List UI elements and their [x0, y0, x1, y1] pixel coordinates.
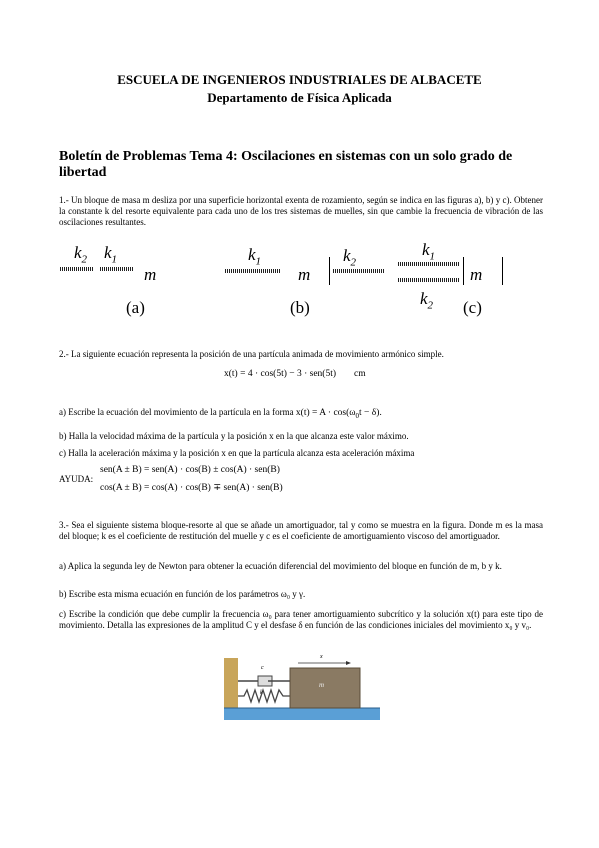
problem-3a: a) Aplica la segunda ley de Newton para obtener la ecuación diferencial del movimiento del bloque en función de m, b y k. [59, 561, 502, 571]
spring-k2-c [398, 278, 460, 282]
problem-2-text: 2.- La siguiente ecuación representa la posición de una partícula animada de movimiento armónico simple. [59, 349, 444, 359]
label-k2-c: $k_2$ [420, 289, 434, 312]
label-k2-b: $k_2$ [343, 246, 357, 269]
problem-2b: b) Halla la velocidad máxima de la partícula y la posición x en la que alcanza este valor máximo. [59, 431, 409, 441]
help-identity-cos: cos(A ± B) = cos(A) · cos(B) ∓ sen(A) · sen(B) [100, 483, 283, 493]
page-title: Boletín de Problemas Tema 4: Oscilaciones en sistemas con un solo grado de libertad [59, 149, 513, 180]
label-k2-a: $k_2$ [74, 243, 88, 266]
mass-c: m [470, 265, 483, 284]
mass-b: m [298, 265, 311, 284]
spring-k2-a [60, 267, 94, 271]
fixed-wall [224, 658, 238, 710]
problem-2-equation: x(t) = 4 · cos(5t) − 3 · sen(5t) cm [224, 369, 366, 379]
mass-block [290, 668, 360, 708]
problem-3b: b) Escribe esta misma ecuación en función de los parámetros ω₀ y γ. [59, 589, 306, 599]
damped-system-figure [224, 656, 380, 720]
wall-c [502, 257, 503, 285]
caption-a: (a) [126, 298, 145, 317]
label-k1-b: $k_1$ [248, 245, 262, 268]
block-label-m: m [319, 681, 325, 689]
displacement-label-x: x [320, 654, 323, 660]
mass-a: m [144, 265, 157, 284]
spring-label-k: k [260, 690, 263, 696]
label-k1-c: $k_1$ [422, 240, 436, 263]
damper-label-c: c [261, 665, 264, 671]
department-name: Departamento de Física Aplicada [207, 90, 392, 105]
figure-springs [58, 240, 528, 320]
problem-2a: a) Escribe la ecuación del movimiento de la partícula en la forma $x(t) = A \cdot \cos(\omega_0t - \delta)$. [59, 407, 382, 420]
caption-c: (c) [463, 298, 482, 317]
damped-system-drawing [224, 656, 380, 720]
spring-k1-c [398, 262, 460, 266]
label-k1-a: $k_1$ [104, 243, 118, 266]
spring-k1-b [225, 269, 281, 273]
problem-3-intro: 3.- Sea el siguiente sistema bloque-resorte al que se añade un amortiguador, tal y como se muestra en la figura. Donde m es la masa del bloque; k es el coeficiente de restitución del muelle y c es el coeficiente de amortiguamiento viscoso del amortiguador. [59, 520, 543, 541]
help-label: AYUDA: [59, 474, 94, 484]
spring-k1-a [100, 267, 134, 271]
wall-b [329, 257, 330, 285]
problem-3c: c) Escribe la condición que debe cumplir la frecuencia ω₀ para tener amortiguamiento subcrítico y la solución x(t) para este tipo de movimiento. Detalla las expresiones de la amplitud C y el desfase δ en función de las condiciones iniciales del movimiento x₀ y v₀. [59, 609, 543, 630]
floor [224, 708, 380, 720]
problem-2a-equation: $x(t) = A \cdot \cos(\omega_0t - \delta)$ [295, 408, 380, 420]
block-edge-c [463, 257, 464, 285]
unit-cm: cm [354, 369, 366, 379]
spring-k2-b [333, 269, 385, 273]
problem-1-text: 1.- Un bloque de masa m desliza por una superficie horizontal exenta de rozamiento, según se indica en las figuras a), b) y c). Obtener la constante k del resorte equivalente para cada uno de los tres sistemas de muelles, sin que cambie la frecuencia de vibración de las oscilaciones resultantes. [59, 195, 543, 227]
help-identity-sin: sen(A ± B) = sen(A) · cos(B) ± cos(A) · sen(B) [100, 465, 280, 475]
caption-b: (b) [290, 298, 310, 317]
problem-2c: c) Halla la aceleración máxima y la posición x en que la partícula alcanza esta aceleración máxima [59, 448, 415, 458]
spring-coil [238, 690, 290, 702]
school-name: ESCUELA DE INGENIEROS INDUSTRIALES DE ALBACETE [117, 72, 482, 87]
